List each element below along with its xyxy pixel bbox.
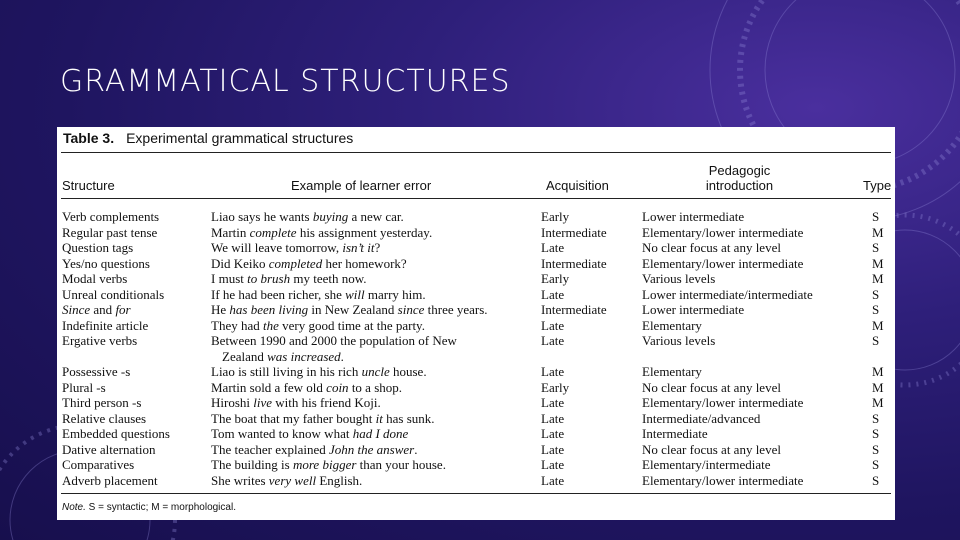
bottom-rule — [61, 493, 891, 494]
example-cell: Martin sold a few old coin to a shop. — [211, 379, 403, 395]
structure-cell: Since and for — [62, 302, 131, 317]
header-rule — [61, 198, 891, 199]
example-cell: We will leave tomorrow, isn’t it? — [211, 240, 381, 255]
table-row: Unreal conditionals If he had been richer, she will marry him. Late Lower intermediate/intermediate S — [62, 286, 880, 302]
table-row: Modal verbs I must to brush my teeth now. Early Various levels M — [62, 271, 884, 286]
header-pedagogic — [702, 163, 777, 193]
table-row: Regular past tense Martin complete his assignment yesterday. Intermediate Elementary/lower intermediate M — [62, 224, 884, 240]
table-card — [57, 127, 895, 520]
table-row-continuation — [57, 349, 895, 365]
table-row: Ergative verbs Between 1990 and 2000 the population of New Late Various levels S — [62, 333, 880, 348]
table-row: Since and for He has been living in New Zealand since three years. Intermediate Lower intermediate S — [62, 302, 880, 317]
header-structure: Structure — [62, 178, 115, 193]
table-row: Yes/no questions Did Keiko completed her homework? Intermediate Elementary/lower intermediate M — [62, 255, 884, 271]
table-row: Adverb placement She writes very well English. Late Elementary/lower intermediate S — [62, 472, 880, 488]
top-rule — [61, 152, 891, 153]
example-cell: He has been living in New Zealand since three years. — [211, 302, 488, 317]
table-row: Possessive -s Liao is still living in his rich uncle house. Late Elementary M — [62, 364, 884, 379]
example-cell: She writes very well English. — [211, 472, 363, 488]
header-pedagogic-line2: introduction — [705, 178, 774, 193]
table-row: Plural -s Martin sold a few old coin to a shop. Early No clear focus at any level M — [62, 379, 884, 395]
table-caption — [63, 130, 353, 146]
header-example: Example of learner error — [291, 178, 432, 193]
table-row: Comparatives The building is more bigger than your house. Late Elementary/intermediate S — [62, 457, 880, 472]
slide-title: GRAMMATICAL STRUCTURES — [60, 64, 511, 99]
table-label: Table 3. — [63, 130, 115, 146]
table-row: Verb complements Liao says he wants buying a new car. Early Lower intermediate S — [62, 209, 880, 224]
example-cell: The teacher explained John the answer. — [211, 441, 418, 457]
example-cell: Zealand was increased. — [222, 348, 344, 364]
table-row: Relative clauses The boat that my father bought it has sunk. Late Intermediate/advanced S — [62, 410, 880, 426]
header-acquisition: Acquisition — [546, 178, 609, 193]
example-cell: If he had been richer, she will marry him. — [211, 286, 426, 302]
table-row: Question tags We will leave tomorrow, isn’t it? Late No clear focus at any level S — [62, 240, 880, 255]
example-cell: Hiroshi live with his friend Koji. — [211, 395, 381, 410]
table-row: Indefinite article They had the very good time at the party. Late Elementary M — [62, 317, 884, 333]
example-cell: The building is more bigger than your house. — [211, 457, 446, 472]
table-row: Third person -s Hiroshi live with his friend Koji. Late Elementary/lower intermediate M — [62, 395, 884, 410]
table-row: Embedded questions Tom wanted to know what had I done Late Intermediate S — [62, 426, 880, 441]
example-cell: Martin complete his assignment yesterday. — [211, 224, 433, 240]
example-cell: Liao is still living in his rich uncle house. — [211, 364, 427, 379]
example-cell: I must to brush my teeth now. — [211, 271, 367, 286]
example-cell: The boat that my father bought it has sunk. — [211, 410, 435, 426]
table-row: Dative alternation The teacher explained John the answer. Late No clear focus at any level S — [62, 441, 880, 457]
example-cell: They had the very good time at the party. — [211, 317, 425, 333]
table-caption-text: Experimental grammatical structures — [126, 130, 354, 146]
example-cell: Liao says he wants buying a new car. — [211, 209, 404, 224]
header-pedagogic-line1: Pedagogic — [708, 163, 771, 178]
example-cell: Did Keiko completed her homework? — [211, 255, 407, 271]
header-type: Type — [863, 178, 892, 193]
example-cell: Tom wanted to know what had I done — [211, 426, 409, 441]
table-note: Note. S = syntactic; M = morphological. — [62, 502, 236, 513]
